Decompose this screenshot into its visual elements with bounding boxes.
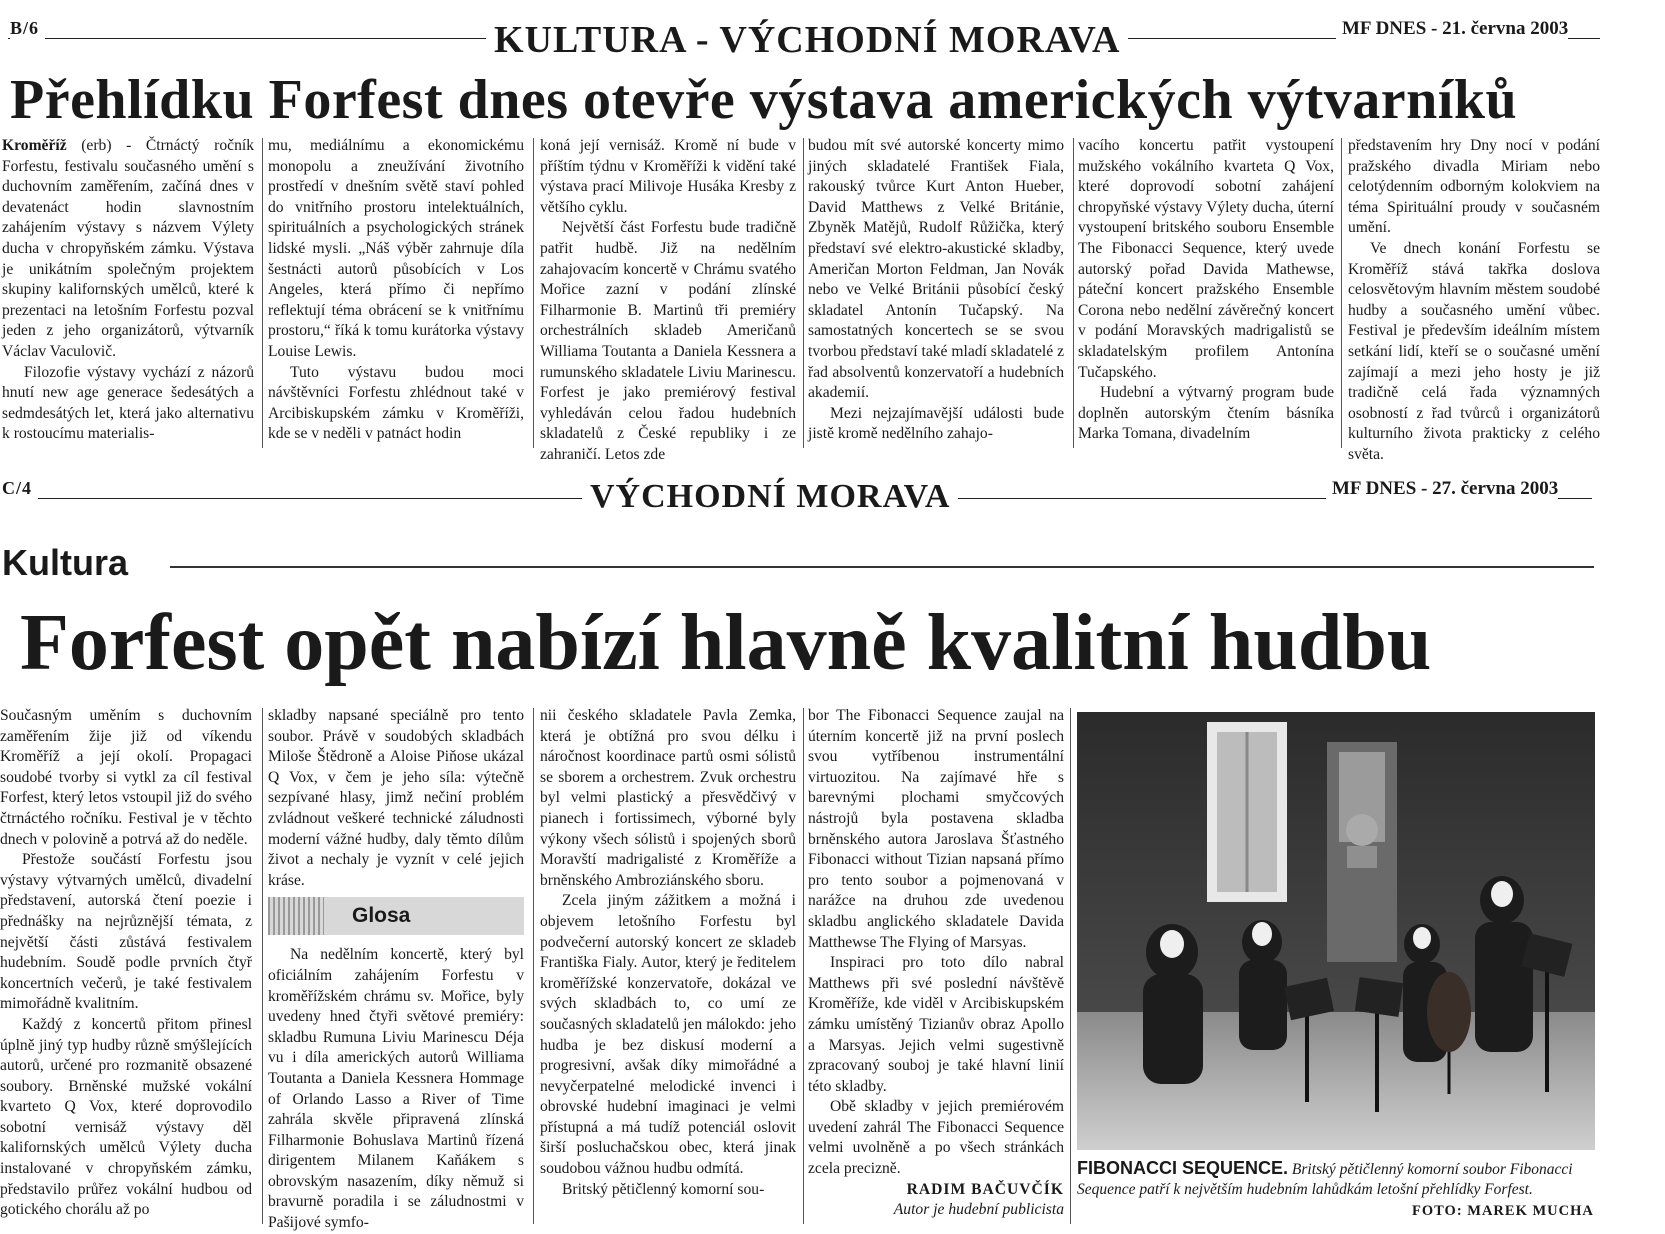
photo-caption — [1077, 1158, 1591, 1200]
article-column-4 — [808, 706, 1064, 1226]
rubric-rule — [170, 566, 1594, 568]
column-divider — [1073, 138, 1074, 448]
paragraph: Přestože součástí Forfestu jsou výstavy výtvarných umělců, divadelní představení, autorská čtení poezie i přednášky na nejrůznější témata, z největší části zůstává festivalem hudebním. Soudě podle prvních čtyř koncertních večerů, je také festivalem mimořádně kvalitním. — [0, 851, 252, 1013]
article-column-3 — [540, 136, 796, 463]
column-divider — [1341, 138, 1342, 448]
article-column-2 — [268, 136, 524, 450]
column-divider — [803, 708, 804, 1224]
paragraph: Každý z koncertů přitom přinesl úplně jiný typ hudby různě smýšlejících autorů, určené pro rozmanitě obsazené soubory. Brněnské mužské vokální kvarteto Q Vox, které doprovodilo sobotní vernisáž výstavy děl kalifornských umělců Výlety ducha instalované v chropyňském zámku, představilo průřez vokální hudbou od gotického chorálu až po — [0, 1015, 252, 1219]
caption-text: Britský pětičlenný komorní soubor Fibonacci Sequence patří k největším hudebním lahůdkám letošní přehlídky Forfest. — [1077, 1161, 1573, 1198]
paragraph: bor The Fibonacci Sequence zaujal na úterním koncertě již na první poslech svou vytříbenou instrumentální virtuozitou. Na zajímavé hře s barevnými plochami smyčcových nástrojů byla postavena skladba brněnského autora Jaroslava Šťastného Fibonacci without Tizian napsaná přímo pro tento soubor a pojmenovaná v narážce na druhou zde uvedenou skladbu anglického skladatele Davida Matthewse The Flying of Marsyas. — [808, 707, 1064, 951]
glosa-text: Glosa — [352, 904, 411, 928]
caption-head: FIBONACCI SEQUENCE. — [1077, 1158, 1289, 1178]
author-role: Autor je hudební publicista — [893, 1201, 1064, 1219]
paragraph: mu, mediálnímu a ekonomickému monopolu a zneužívání životního prostředí v dnešním světě staví pohled do vnitřního prostoru intelektuálních, spirituálních a psychologických stránek lidské mysli. „Náš výběr zahrnuje díla šestnácti autorů působících v Los Angeles, která přímo či nepřímo reflektují téma obrácení se k vnitřnímu prostoru,“ říká k tomu kurátorka výstavy Louise Lewis. — [268, 137, 524, 360]
lead-place: Kroměříž — [2, 137, 67, 154]
page-number: B/6 — [10, 18, 45, 39]
paragraph: Tuto výstavu budou moci návštěvníci Forfestu zhlédnout také v Arcibiskupském zámku v Kroměříži, kde se v neděli v patnáct hodin — [268, 363, 524, 443]
paragraph: představením hry Dny nocí v podání pražského divadla Miriam nebo celotýdenním odborným kolokviem na téma Spirituální proudy v současném umění. — [1348, 137, 1600, 237]
article-column-2 — [268, 706, 524, 1232]
dateline: MF DNES - 27. června 2003 — [1326, 478, 1558, 500]
paragraph: Největší část Forfestu bude tradičně patřit hudbě. Již na nedělním zahajovacím koncertě v Chrámu svatého Mořice zazní v podání zlínské Filharmonie B. Martinů tři premiéry orchestrálních skladeb Američanů Williama Toutanta a Daniela Kessnera a rumunského skladatele Liviu Marinescu. Forfest je jako premiérový festival vyhledáván celou řadou hudebních skladatelů z České republiky i ze zahraničí. Letos zde — [540, 219, 796, 463]
column-divider — [262, 138, 263, 448]
paragraph: Mezi nejzajímavější události bude jistě kromě nedělního zahajo- — [808, 404, 1064, 443]
glosa-label — [268, 897, 524, 935]
paragraph: Filozofie výstavy vychází z názorů hnutí new age generace šedesátých a sedmdesátých let, která jako alternativu k rostoucímu materialis- — [2, 363, 254, 443]
article-column-1 — [2, 136, 254, 450]
headline: Přehlídku Forfest dnes otevře výstava amerických výtvarníků — [10, 69, 1518, 131]
photo-credit: FOTO: MAREK MUCHA — [1412, 1203, 1594, 1219]
section-title: VÝCHODNÍ MORAVA — [582, 478, 958, 516]
column-divider — [533, 708, 534, 1224]
paragraph: Britský pětičlenný komorní sou- — [562, 1180, 765, 1198]
dateline: MF DNES - 21. června 2003 — [1336, 18, 1568, 40]
author-name: RADIM BAČUVČÍK — [906, 1180, 1064, 1198]
paragraph: koná její vernisáž. Kromě ní bude v příštím týdnu v Kroměříži k vidění také výstava prací Milivoje Husáka Kresby z většího cyklu. — [540, 137, 796, 216]
article-column-1 — [0, 706, 252, 1226]
photo-image — [1077, 712, 1595, 1150]
paragraph: Obě skladby v jejich premiérovém uvedení zahrál The Fibonacci Sequence velmi uvolněně a po všech stránkách zcela precizně. — [808, 1098, 1064, 1178]
hatch-decoration — [268, 897, 324, 935]
paragraph: Hudební a výtvarný program bude doplněn autorským čtením básníka Marka Tomana, divadelním — [1078, 384, 1334, 443]
article-column-4 — [808, 136, 1064, 450]
paragraph: Současným uměním s duchovním zaměřením žije již od víkendu Kroměříž a její okolí. Propagaci soudobé tvorby si vytkl za cíl festival Forfest, který letos vstoupil již do svého čtrnáctého ročníku. Festival je v těchto dnech v polovině a potrvá až do neděle. — [0, 707, 252, 848]
column-divider — [262, 708, 263, 1224]
paragraph: skladby napsané speciálně pro tento soubor. Právě v soudobých skladbách Miloše Štědroně a Aloise Piňose ukázal Q Vox, v čem je jeho síla: výtečně sezpívané hlasy, jimž nečiní problém zvládnout veškeré technické záludnosti moderní vážné hudby, daly těmto dílům život a nechaly je vyznít v celé jejich kráse. — [268, 707, 524, 889]
column-divider — [803, 138, 804, 448]
article-column-5 — [1078, 136, 1334, 450]
headline: Forfest opět nabízí hlavně kvalitní hudbu — [20, 599, 1432, 687]
rubric: Kultura — [2, 542, 140, 584]
paragraph: Ve dnech konání Forfestu se Kroměříž stává takřka doslova celosvětovým hlavním městem soudobé hudby a současného umění vůbec. Festival je především ideálním místem setkání lidí, kteří se o současné umění zajímají a mezi jeho hosty je již tradičně celá řada významných osobností z řad tvůrců i organizátorů kulturního života prakticky z celého světa. — [1348, 239, 1600, 463]
column-divider — [533, 138, 534, 448]
column-divider — [1070, 708, 1071, 1224]
paragraph: Na nedělním koncertě, který byl oficiálním zahájením Forfestu v kroměřížském chrámu sv. Mořice, byly uvedeny hned čtyři světové premiéry: skladbu Rumuna Liviu Marinescu Déja vu i díla amerických autorů Williama Toutanta a Daniela Kessnera Hommage of Orlando Lasso a River of Time zahrála skvěle připravená zlínská Filharmonie Bohuslava Martinů řízená dirigentem Milanem Kaňákem s obrovským nasazením, díky němuž si bravurně poradila i se záludnostmi v Pašijové symfo- — [268, 946, 524, 1232]
paragraph: vacího koncertu patřit vystoupení mužského vokálního kvarteta Q Vox, které doprovodí sobotní zahájení chropyňské výstavy Výlety ducha, úterní vystoupení britského souboru Ensemble The Fibonacci Sequence, který uvede autorský pořad Davida Mathewse, páteční koncert pražského Ensemble Corona nebo nedělní závěrečný koncert v podání Moravských madrigalistů se skladatelským profilem Antonína Tučapského. — [1078, 137, 1334, 381]
page-number: C/4 — [2, 478, 38, 499]
paragraph: nii českého skladatele Pavla Zemka, která je obtížná pro svou délku i náročnost koordinace partů osmi sólistů se sborem a orchestrem. Zvuk orchestru byl velmi plastický a přesvědčivý v pianech i fortissimech, výborné byly výkony všech sólistů i spojených sborů Moravští madrigalisté z Kroměříže a brněnského Ambroziánského sboru. — [540, 707, 796, 889]
article-column-3 — [540, 706, 796, 1226]
paragraph: Inspiraci pro toto dílo nabral Matthews při své poslední návštěvě Kroměříže, kde viděl v Arcibiskupském zámku umístěný Tizianův obraz Apollo a Marsyas. Jejich velmi sugestivně zpracovaný souboj je také hlavní linií této skladby. — [808, 954, 1064, 1095]
concert-photo — [1077, 712, 1595, 1150]
paragraph: budou mít své autorské koncerty mimo jiných skladatelé František Fiala, rakouský tvůrce Kurt Anton Hueber, David Matthews z Velké Británie, Zbyněk Matějů, Rudolf Růžička, který představí své elektro-akustické skladby, Američan Morton Feldman, Jan Novák nebo ve Velké Británii působící český skladatel Antonín Tučapský. Na samostatných koncertech se se svou tvorbou představí také mladí skladatelé z řad absolventů konzervatoří a hudebních akademií. — [808, 137, 1064, 402]
paragraph-text: (erb) - Čtrnáctý ročník Forfestu, festivalu současného umění s duchovním zaměřením, začíná dnes v devatenáct hodin slavnostním zahájením výstavy s názvem Výlety ducha v chropyňském zámku. Výstava je unikátním společným projektem skupiny kalifornských umělců, které k prezentaci na letošním Forfestu pozval jeden z jeho organizátorů, výtvarník Václav Vaculovič. — [2, 137, 254, 360]
section-title: KULTURA - VÝCHODNÍ MORAVA — [486, 18, 1128, 62]
article-column-6 — [1348, 136, 1600, 463]
paragraph: Zcela jiným zážitkem a možná i objevem letošního Forfestu byl podvečerní autorský koncert ze skladeb Františka Fialy. Autor, který je ředitelem kroměřížské konzervatoře, dokázal ve svých skladbách to, co umí ze současných skladatelů jen málokdo: jeho hudba je bez diskusí moderní a progresivní, avšak díky mimořádné a nevyčerpatelné melodické invenci i obrovské hudební imaginaci je velmi přístupná a má tudíž potenciál oslovit širší posluchačskou obec, která jinak soudobou vážnou hudbu odmítá. — [540, 892, 796, 1178]
